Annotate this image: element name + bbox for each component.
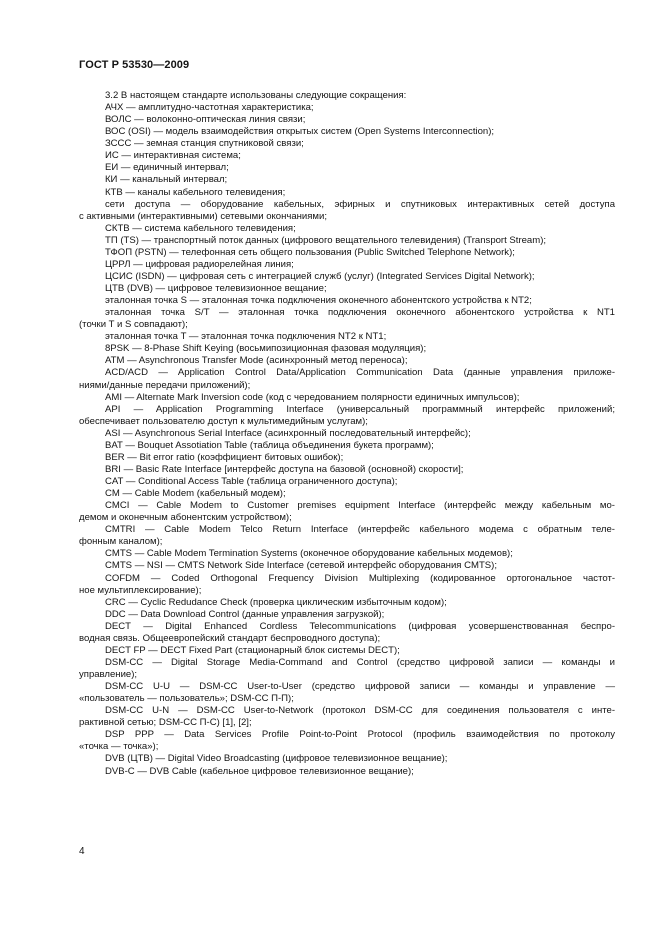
text-line: BAT — Bouquet Assotiation Table (таблица объединения букета программ); [105,439,434,451]
text-line: СКТВ — система кабельного телевидения; [105,222,296,234]
text-line: «пользователь — пользователь»; DSM-CC П-П); [79,693,294,705]
text-line: ЦРРЛ — цифровая радиорелейная линия; [105,258,294,270]
text-line: управление); [79,669,138,680]
text-line: ACD/ACD — Application Control Data/Application Communication Data (данные управления приложе- [105,367,615,379]
text-line: демом и оконечным абонентским устройством); [79,512,292,524]
text-line: сети доступа — оборудование кабельных, эфирных и спутниковых интерактивных сетей доступа [105,198,615,210]
text-line: BER — Bit error ratio (коэффициент битовых ошибок); [105,451,344,463]
text-line: DSM-CC U-U — DSM-CC User-to-User (средство цифровой записи — команды и управление — [105,681,615,693]
text-line: DECT — Digital Enhanced Cordless Telecommunications (цифровая усовершенствованная беспро- [105,620,615,632]
text-line: рактивной сетью; DSM-CC П-С) [1], [2]; [79,717,252,729]
text-line: фонным каналом); [79,536,163,548]
text-line: DSM-CC — Digital Storage Media-Command and Control (средство цифровой записи — команды и [105,656,615,668]
text-line: BRI — Basic Rate Interface [интерфейс доступа на базовой (основной) скорости]; [105,463,464,475]
text-line: ATM — Asynchronous Transfer Mode (асинхронный метод переноса); [105,355,408,367]
text-line: DVB-C — DVB Cable (кабельное цифровое телевизионное вещание); [105,765,414,777]
text-line: ЦТВ (DVB) — цифровое телевизионное вещание; [105,283,327,294]
text-line: КТВ — каналы кабельного телевидения; [105,186,286,198]
text-line: эталонная точка T — эталонная точка подключения NT2 к NT1; [105,331,387,343]
text-line: (точки T и S совпадают); [79,319,188,331]
text-line: 3.2 В настоящем стандарте использованы следующие сокращения: [105,90,407,101]
text-line: ТФОП (PSTN) — телефонная сеть общего пользования (Public Switched Telephone Network); [105,246,515,258]
text-line: обеспечивает пользователю доступ к мультимедийным услугам); [79,415,368,427]
text-line: CMTS — Cable Modem Termination Systems (оконечное оборудование кабельных модемов); [105,548,513,560]
text-line: ВОЛС — волоконно-оптическая линия связи; [105,114,306,126]
text-line: CMTS — NSI — CMTS Network Side Interface (сетевой интерфейс оборудования CMTS); [105,560,497,572]
text-line: КИ — канальный интервал; [105,174,228,186]
text-line: АЧХ — амплитудно-частотная характеристика; [105,102,314,114]
document-header: ГОСТ Р 53530—2009 [79,59,190,71]
text-line: ниями/данные передачи приложений); [79,379,251,391]
text-line: ное мультиплексирование); [79,584,202,596]
text-line: CMTRI — Cable Modem Telco Return Interface (интерфейс кабельного модема с обратным теле- [105,524,615,536]
text-line: DDC — Data Download Control (данные управления загрузкой); [105,608,385,620]
text-line: DSP PPP — Data Services Profile Point-to-Point Protocol (профиль взаимодействия по протоколу [105,729,615,741]
text-line: CRC — Cyclic Redudance Check (проверка циклическим избыточным кодом); [105,596,447,608]
text-line: CM — Cable Modem (кабельный модем); [105,488,286,500]
document-body [79,90,615,778]
text-line: водная связь. Общеевропейский стандарт беспроводного доступа); [79,632,381,644]
text-line: ASI — Asynchronous Serial Interface (асинхронный последовательный интерфейс); [105,427,471,439]
text-line: COFDM — Coded Orthogonal Frequency Division Multiplexing (кодированное ортогональное частот- [105,572,615,584]
page-number: 4 [79,846,85,857]
text-line: эталонная точка S/T — эталонная точка подключения оконечного абонентского устройства к NT1 [105,307,615,319]
text-line: CAT — Conditional Access Table (таблица ограниченного доступа); [105,476,398,487]
text-line: ТП (TS) — транспортный поток данных (цифрового вещательного телевидения) (Transport Stream); [105,234,547,246]
text-line: AMI — Alternate Mark Inversion code (код с чередованием полярности единичных импульсов); [105,391,520,403]
text-line: 8PSK — 8-Phase Shift Keying (восьмипозиционная фазовая модуляция); [105,343,427,355]
text-line: «точка — точка»); [79,741,159,753]
text-line: DSM-CC U-N — DSM-CC User-to-Network (протокол DSM-CC для соединения пользователя с инте- [105,705,615,717]
text-line: DVB (ЦТВ) — Digital Video Broadcasting (цифровое телевизионное вещание); [105,753,448,765]
text-line: ЗССС — земная станция спутниковой связи; [105,138,304,150]
text-line: эталонная точка S — эталонная точка подключения оконечного абонентского устройства к NT2; [105,295,532,307]
text-line: ИС — интерактивная система; [105,150,241,162]
text-line: DECT FP — DECT Fixed Part (стационарный блок системы DECT); [105,644,400,656]
text-line: ЦСИС (ISDN) — цифровая сеть с интеграцией служб (услуг) (Integrated Services Digital Network); [105,270,535,282]
text-line: с активными (интерактивными) сетевыми окончаниями; [79,210,327,222]
text-line: ВОС (OSI) — модель взаимодействия открытых систем (Open Systems Interconnection); [105,126,495,138]
text-line: ЕИ — единичный интервал; [105,162,229,174]
text-line: API — Application Programming Interface (универсальный программный интерфейс приложений; [105,403,615,415]
text-line: CMCI — Cable Modem to Customer premises equipment Interface (интерфейс между кабельным мо- [105,500,615,512]
